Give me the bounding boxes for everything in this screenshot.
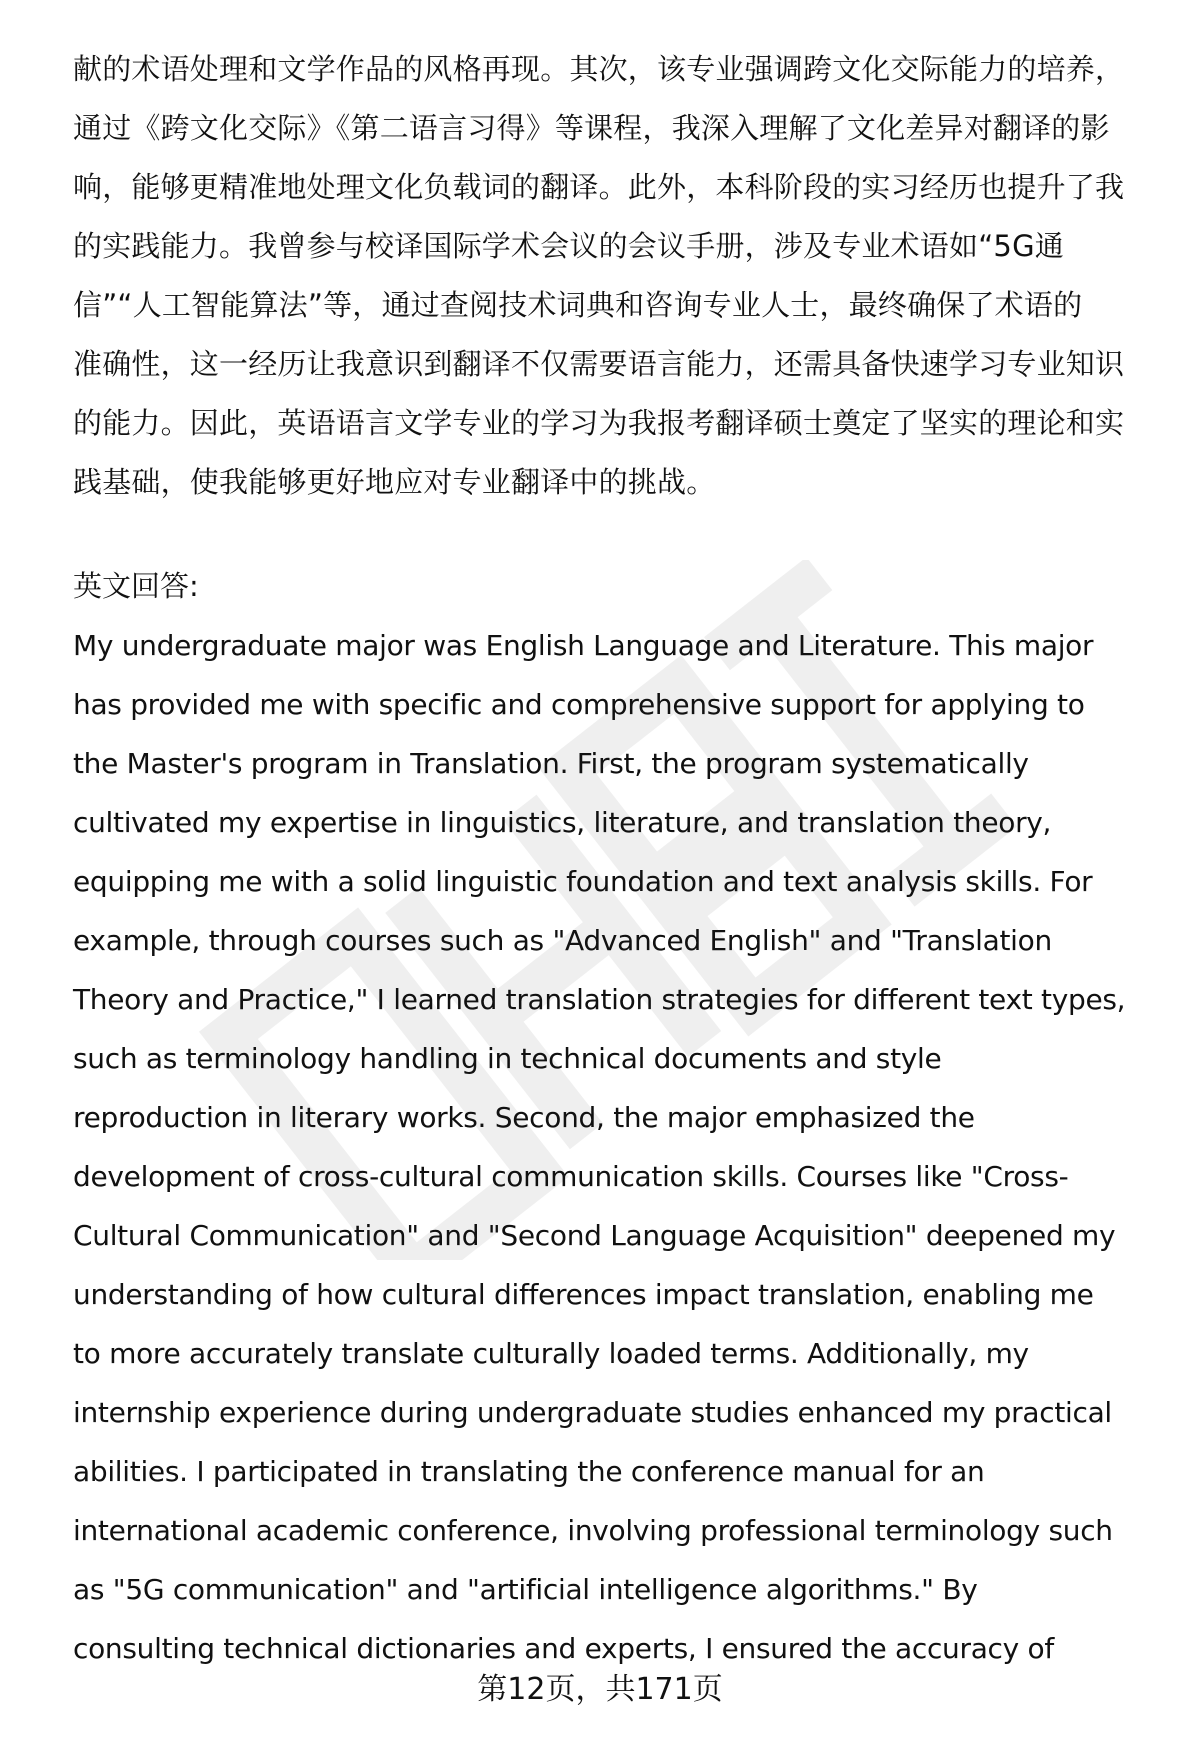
english-answer-line: My undergraduate major was English Language and Literature. This major [73,629,1094,662]
english-answer-line: as "5G communication" and "artificial intelligence algorithms." By [73,1573,978,1606]
chinese-answer-line: 献的术语处理和文学作品的风格再现。其次，该专业强调跨文化交际能力的培养， [73,52,1125,86]
english-answer-line: example, through courses such as "Advanced English" and "Translation [73,924,1052,957]
english-answer-heading: 英文回答: [73,569,199,603]
chinese-answer-line: 信”“人工智能算法”等，通过查阅技术词典和咨询专业人士，最终确保了术语的 [73,288,1083,322]
english-answer-line: such as terminology handling in technical documents and style [73,1042,942,1075]
english-answer-line: has provided me with specific and comprehensive support for applying to [73,688,1085,721]
english-answer-line: reproduction in literary works. Second, the major emphasized the [73,1101,975,1134]
page-number-footer: 第12页，共171页 [477,1672,723,1707]
chinese-answer-line: 践基础，使我能够更好地应对专业翻译中的挑战。 [73,465,716,499]
english-answer-line: the Master's program in Translation. First, the program systematically [73,747,1029,780]
english-answer-line: abilities. I participated in translating the conference manual for an [73,1455,985,1488]
english-answer-paragraph [73,616,1163,1678]
chinese-answer-line: 响，能够更精准地处理文化负载词的翻译。此外，本科阶段的实习经历也提升了我 [73,170,1125,204]
english-answer-line: development of cross-cultural communication skills. Courses like "Cross- [73,1160,1069,1193]
chinese-answer-line: 的实践能力。我曾参与校译国际学术会议的会议手册，涉及专业术语如“5G通 [73,229,1064,263]
english-answer-line: internship experience during undergraduate studies enhanced my practical [73,1396,1112,1429]
english-answer-line: cultivated my expertise in linguistics, literature, and translation theory, [73,806,1052,839]
chinese-answer-line: 的能力。因此，英语语言文学专业的学习为我报考翻译硕士奠定了坚实的理论和实 [73,406,1125,440]
english-answer-line: international academic conference, involving professional terminology such [73,1514,1113,1547]
english-answer-line: Cultural Communication" and "Second Language Acquisition" deepened my [73,1219,1116,1252]
english-answer-line: Theory and Practice," I learned translation strategies for different text types, [73,983,1126,1016]
chinese-answer-line: 通过《跨文化交际》《第二语言习得》等课程，我深入理解了文化差异对翻译的影 [73,111,1110,145]
english-answer-line: equipping me with a solid linguistic foundation and text analysis skills. For [73,865,1093,898]
english-answer-line: consulting technical dictionaries and experts, I ensured the accuracy of [73,1632,1054,1665]
english-answer-line: to more accurately translate culturally loaded terms. Additionally, my [73,1337,1029,1370]
chinese-answer-line: 准确性，这一经历让我意识到翻译不仅需要语言能力，还需具备快速学习专业知识 [73,347,1125,381]
english-answer-line: understanding of how cultural differences impact translation, enabling me [73,1278,1094,1311]
chinese-answer-paragraph [73,40,1163,512]
